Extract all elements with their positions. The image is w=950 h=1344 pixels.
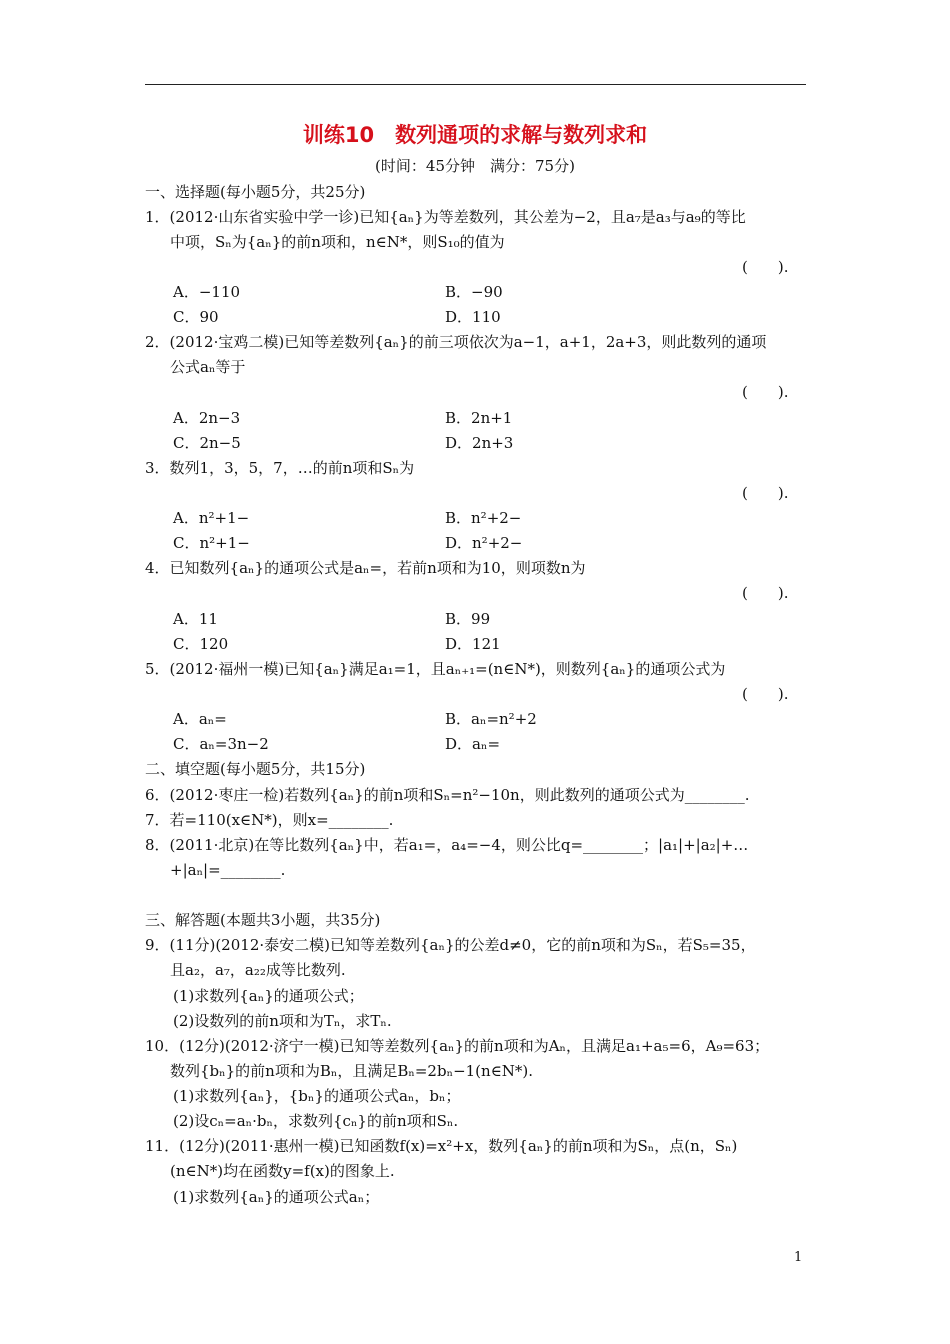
question-1-option-a: A．−110 <box>173 283 241 301</box>
answer-paren: ( ). <box>742 484 789 502</box>
question-5-option-d: D．aₙ= <box>445 735 501 753</box>
question-8-line-1: 8．(2011·北京)在等比数列{aₙ}中，若a₁=，a₄=−4，则公比q=________；|a₁|+|a₂|+… <box>145 836 749 854</box>
question-2-option-d: D．2n+3 <box>445 434 514 452</box>
question-1-option-c: C．90 <box>173 308 219 326</box>
page-number: 1 <box>794 1250 803 1265</box>
section-heading-choice: 一、选择题(每小题5分，共25分) <box>145 183 366 201</box>
question-1-line-2: 中项，Sₙ为{aₙ}的前n项和，n∈N*，则S₁₀的值为 <box>170 233 505 251</box>
question-10-part-1: (1)求数列{aₙ}，{bₙ}的通项公式aₙ，bₙ； <box>173 1087 461 1105</box>
question-9-line-1: 9．(11分)(2012·泰安二模)已知等差数列{aₙ}的公差d≠0，它的前n项和为Sₙ，若S₅=35， <box>145 936 756 954</box>
question-1-option-d: D．110 <box>445 308 501 326</box>
question-11-part-1: (1)求数列{aₙ}的通项公式aₙ； <box>173 1188 380 1206</box>
question-2-line-2: 公式aₙ等于 <box>170 358 246 376</box>
question-2-option-a: A．2n−3 <box>173 409 241 427</box>
header-rule <box>145 84 806 85</box>
question-10-line-1: 10．(12分)(2012·济宁一模)已知等差数列{aₙ}的前n项和为Aₙ，且满足a₁+a₅=6，A₉=63； <box>145 1037 770 1055</box>
question-11-line-1: 11．(12分)(2011·惠州一模)已知函数f(x)=x²+x，数列{aₙ}的前n项和为Sₙ，点(n，Sₙ) <box>145 1137 738 1155</box>
answer-paren: ( ). <box>742 685 789 703</box>
question-4-option-b: B．99 <box>445 610 491 628</box>
question-4-option-d: D．121 <box>445 635 501 653</box>
question-9-part-2: (2)设数列的前n项和为Tₙ，求Tₙ. <box>173 1012 392 1030</box>
answer-paren: ( ). <box>742 258 789 276</box>
question-5-option-b: B．aₙ=n²+2 <box>445 710 537 728</box>
question-5-option-c: C．aₙ=3n−2 <box>173 735 269 753</box>
question-5-option-a: A．aₙ= <box>173 710 227 728</box>
question-4-option-a: A．11 <box>173 610 218 628</box>
question-3-option-d: D．n²+2− <box>445 534 523 552</box>
question-4-option-c: C．120 <box>173 635 229 653</box>
question-7: 7．若=110(x∈N*)，则x=________. <box>145 811 394 829</box>
question-1-line-1: 1．(2012·山东省实验中学一诊)已知{aₙ}为等差数列，其公差为−2，且a₇是a₃与a₉的等比 <box>145 208 746 226</box>
question-3-line-1: 3．数列1，3，5，7，…的前n项和Sₙ为 <box>145 459 415 477</box>
question-5-line-1: 5．(2012·福州一模)已知{aₙ}满足a₁=1，且aₙ₊₁=(n∈N*)，则数列{aₙ}的通项公式为 <box>145 660 726 678</box>
answer-paren: ( ). <box>742 584 789 602</box>
question-1-option-b: B．−90 <box>445 283 503 301</box>
answer-paren: ( ). <box>742 383 789 401</box>
question-6: 6．(2012·枣庄一检)若数列{aₙ}的前n项和Sₙ=n²−10n，则此数列的通项公式为________. <box>145 786 750 804</box>
question-10-part-2: (2)设cₙ=aₙ·bₙ，求数列{cₙ}的前n项和Sₙ. <box>173 1112 459 1130</box>
question-2-line-1: 2．(2012·宝鸡二模)已知等差数列{aₙ}的前三项依次为a−1，a+1，2a+3，则此数列的通项 <box>145 333 767 351</box>
section-heading-solve: 三、解答题(本题共3小题，共35分) <box>145 911 381 929</box>
question-8-line-2: +|aₙ|=________. <box>170 861 286 879</box>
page-subtitle: (时间：45分钟 满分：75分) <box>375 157 575 175</box>
question-11-line-2: (n∈N*)均在函数y=f(x)的图象上. <box>170 1162 395 1180</box>
question-10-line-2: 数列{bₙ}的前n项和为Bₙ，且满足Bₙ=2bₙ−1(n∈N*). <box>170 1062 534 1080</box>
page-title: 训练10 数列通项的求解与数列求和 <box>302 123 648 147</box>
question-2-option-c: C．2n−5 <box>173 434 241 452</box>
question-9-part-1: (1)求数列{aₙ}的通项公式； <box>173 987 364 1005</box>
question-3-option-b: B．n²+2− <box>445 509 522 527</box>
question-3-option-a: A．n²+1− <box>173 509 250 527</box>
question-9-line-2: 且a₂，a₇，a₂₂成等比数列. <box>170 961 346 979</box>
question-4-line-1: 4．已知数列{aₙ}的通项公式是aₙ=，若前n项和为10，则项数n为 <box>145 559 586 577</box>
question-3-option-c: C．n²+1− <box>173 534 250 552</box>
question-2-option-b: B．2n+1 <box>445 409 513 427</box>
section-heading-fill: 二、填空题(每小题5分，共15分) <box>145 760 366 778</box>
